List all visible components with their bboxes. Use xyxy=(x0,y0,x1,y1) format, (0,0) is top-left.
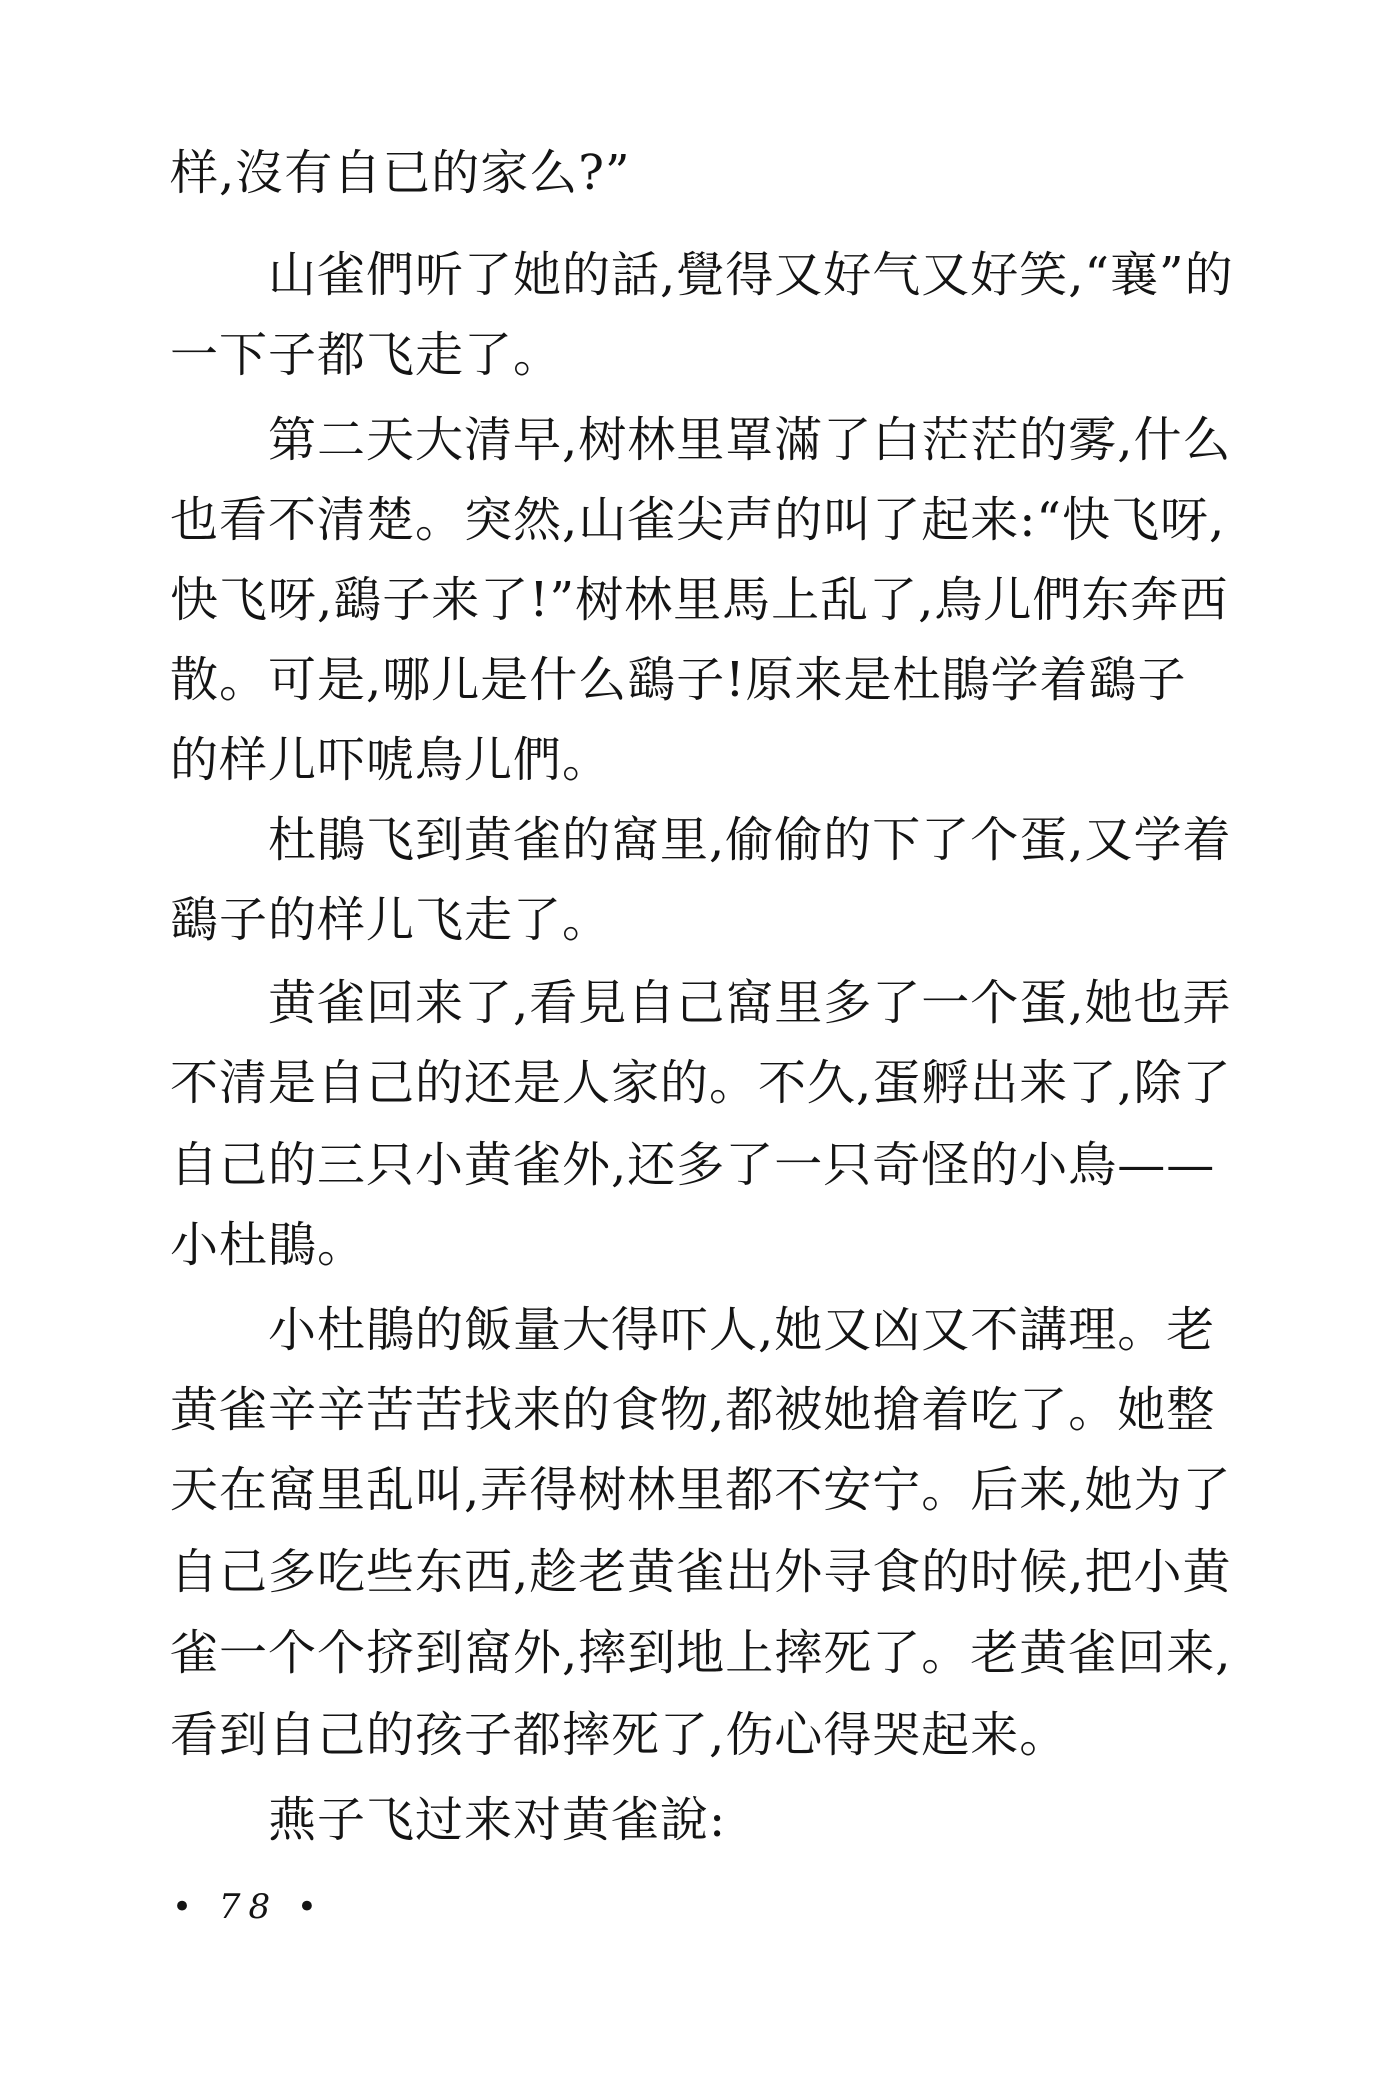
text-line: 山雀們听了她的話,覺得又好气又好笑,“襄”的 xyxy=(268,247,1234,303)
text-line: 雀一个个挤到窩外,摔到地上摔死了。老黄雀回来, xyxy=(170,1625,1232,1681)
text-line: 看到自己的孩子都摔死了,伤心得哭起来。 xyxy=(170,1707,1069,1763)
text-line: 样,沒有自已的家么?” xyxy=(170,145,631,201)
text-line: 黄雀辛辛苦苦找来的食物,都被她搶着吃了。她整 xyxy=(170,1382,1216,1438)
text-line: 黄雀回来了,看見自己窩里多了一个蛋,她也弄 xyxy=(268,975,1232,1031)
text-line: 散。可是,哪儿是什么鷂子!原来是杜鵑学着鷂子 xyxy=(170,652,1187,708)
text-line: 天在窩里乱叫,弄得树林里都不安宁。后来,她为了 xyxy=(170,1462,1232,1518)
text-line: 小杜鵑的飯量大得吓人,她又凶又不講理。老 xyxy=(268,1302,1216,1358)
text-line: 杜鵑飞到黄雀的窩里,偷偷的下了个蛋,又学着 xyxy=(268,812,1232,868)
text-line: 鷂子的样儿飞走了。 xyxy=(170,892,612,948)
text-line: 一下子都飞走了。 xyxy=(170,327,563,383)
text-line: 自己的三只小黄雀外,还多了一只奇怪的小鳥—— xyxy=(170,1137,1216,1193)
text-line: 燕子飞过来对黄雀說: xyxy=(268,1792,727,1848)
page-number: • 78 • xyxy=(172,1887,325,1927)
text-line: 快飞呀,鷂子来了!”树林里馬上乱了,鳥儿們东奔西 xyxy=(170,572,1229,628)
text-line: 自己多吃些东西,趁老黄雀出外寻食的时候,把小黄 xyxy=(170,1544,1232,1600)
text-line: 小杜鵑。 xyxy=(170,1217,367,1273)
text-line: 第二天大清早,树林里罩滿了白茫茫的雾,什么 xyxy=(268,412,1232,468)
text-line: 不清是自己的还是人家的。不久,蛋孵出来了,除了 xyxy=(170,1055,1232,1111)
text-line: 的样儿吓唬鳥儿們。 xyxy=(170,732,612,788)
text-line: 也看不清楚。突然,山雀尖声的叫了起来:“快飞呀, xyxy=(170,492,1226,548)
